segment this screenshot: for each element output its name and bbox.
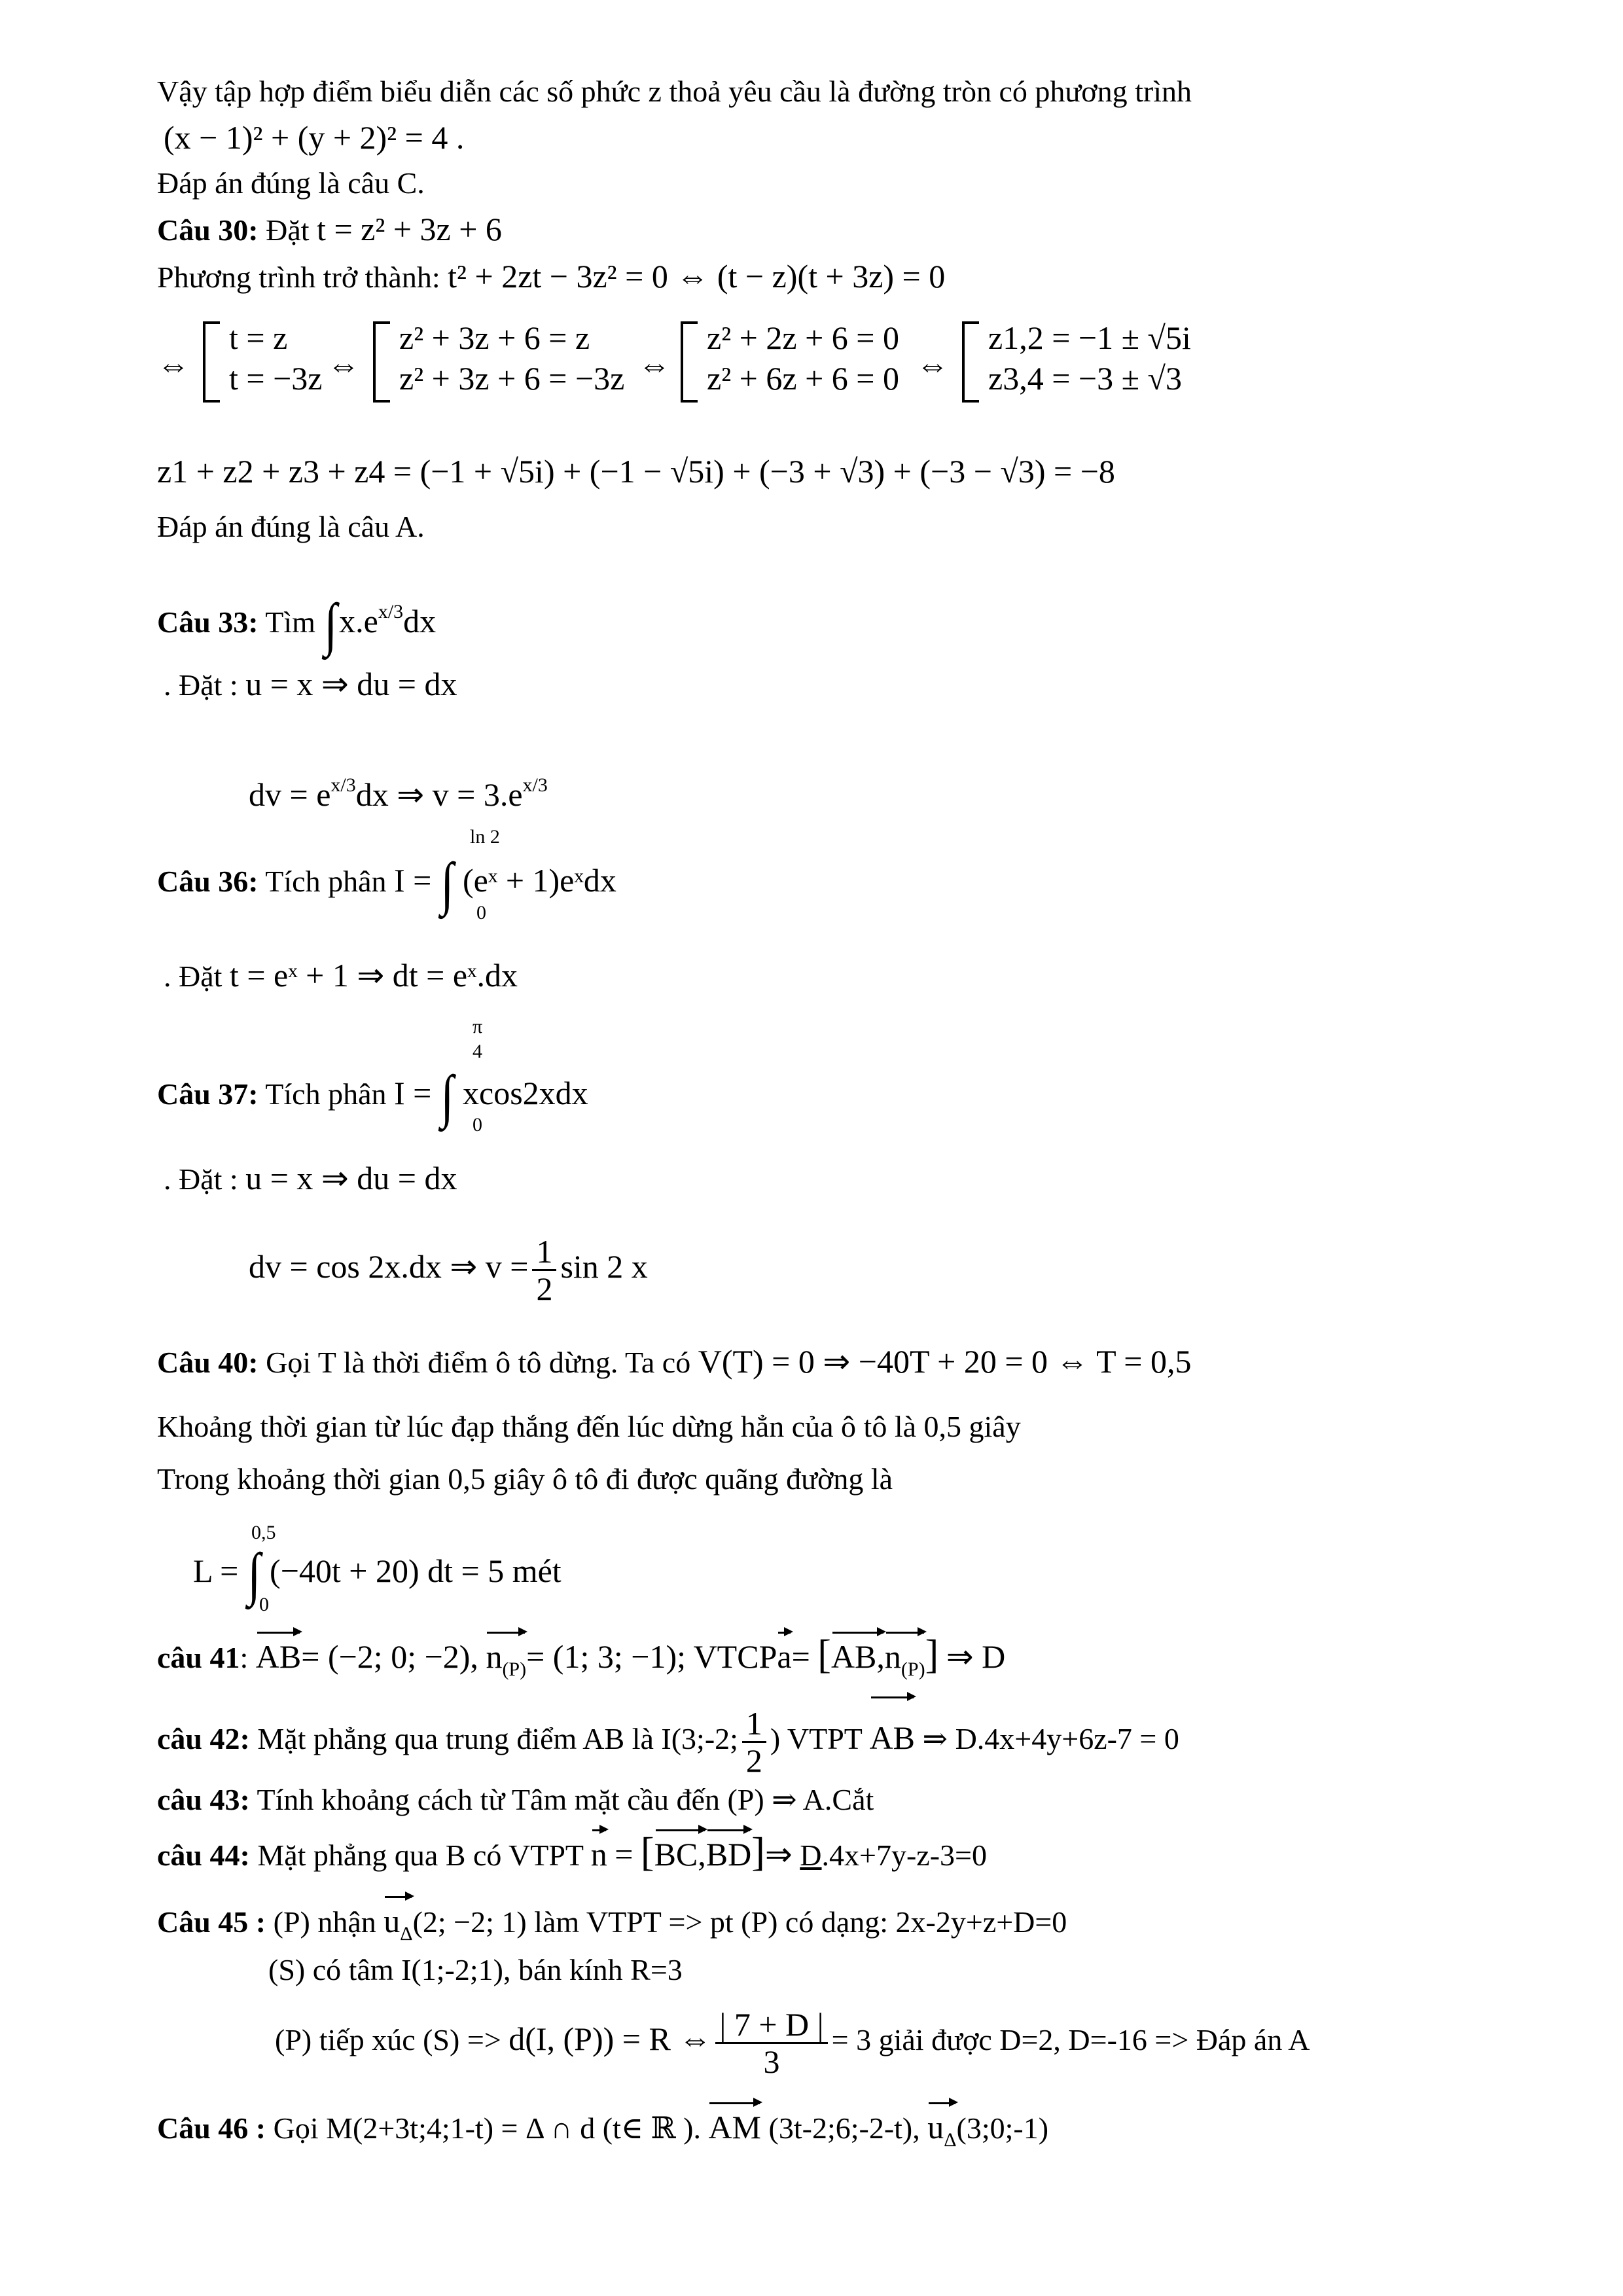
q44-eq: = xyxy=(615,1836,633,1873)
vector-a: a xyxy=(777,1638,792,1675)
equiv-symbol: ⇔ xyxy=(916,346,949,383)
q41-eq2: = (1; 3; −1); VTCP xyxy=(526,1638,777,1675)
q46-text2: (3t-2;6;-2-t), xyxy=(768,2111,920,2145)
q30-system-3 xyxy=(681,317,929,403)
integral-sign: ∫ xyxy=(324,592,338,658)
q40-label: Câu 40: xyxy=(157,1346,259,1379)
vector-bd: BD xyxy=(705,1836,752,1873)
q33-step-label: . Đặt : xyxy=(164,668,238,702)
equiv-symbol: ⇔ xyxy=(157,346,190,383)
q40-integral-line xyxy=(193,1542,562,1607)
integral-sign: ∫ xyxy=(247,1542,261,1607)
bracket-close: ] xyxy=(925,1632,939,1677)
vector-bc: BC, xyxy=(654,1836,706,1873)
q40-line3: Trong khoảng thời gian 0,5 giây ô tô đi được quãng đường là xyxy=(157,1462,893,1496)
q37-line xyxy=(157,1064,588,1130)
system-row: z² + 2z + 6 = 0 xyxy=(707,319,899,356)
q40-lhs: L = xyxy=(193,1552,239,1589)
q30-system-4 xyxy=(962,317,1224,403)
q41-label: câu 41 xyxy=(157,1641,240,1674)
q42-text: Mặt phẳng qua trung điểm AB là I(3;-2; xyxy=(257,1722,738,1755)
q45-line3a: (P) tiếp xúc (S) => xyxy=(275,2023,501,2056)
q37-step1 xyxy=(164,1158,457,1199)
q36-integral: (eˣ + 1)eˣdx xyxy=(463,862,616,899)
vector-u xyxy=(927,2108,956,2160)
q45-line3 xyxy=(275,2003,1310,2079)
system-row: z² + 3z + 6 = z xyxy=(399,319,590,356)
q36-text: Tích phân xyxy=(265,865,387,898)
vector-u-letter: u xyxy=(383,1903,401,1939)
q42-line xyxy=(157,1702,1179,1778)
q33-integrand: x.e xyxy=(339,603,378,639)
vector-u xyxy=(383,1901,412,1954)
q46-label: Câu 46 : xyxy=(157,2111,266,2145)
q40-upper-limit: 0,5 xyxy=(251,1522,276,1543)
q40-text: Gọi T là thời điểm ô tô dừng. Ta có xyxy=(266,1346,691,1379)
vector-u-letter: u xyxy=(927,2109,944,2145)
vector-n-subscript: (P) xyxy=(502,1659,527,1680)
intro-line: Vậy tập hợp điểm biểu diễn các số phức z thoả yêu cầu là đường tròn có phương trình xyxy=(157,75,1192,108)
q46-line xyxy=(157,2108,1048,2160)
q36-line xyxy=(157,852,616,917)
q33-eq1: u = x ⇒ du = dx xyxy=(245,666,457,702)
q41-eq1: = (−2; 0; −2), xyxy=(301,1638,478,1675)
vector-ab: AB xyxy=(870,1702,915,1774)
q44-line xyxy=(157,1830,987,1875)
bracket-close: ] xyxy=(751,1830,765,1874)
system-row: t = −3z xyxy=(229,360,323,397)
q41-line xyxy=(157,1632,1006,1689)
fraction-denominator: 2 xyxy=(536,1270,553,1308)
q36-label: Câu 36: xyxy=(157,865,259,898)
q36-eq: t = eˣ + 1 ⇒ dt = eˣ.dx xyxy=(229,957,518,994)
implies-arrow: ⇒ xyxy=(764,1836,793,1873)
q30-label: Câu 30: xyxy=(157,213,259,247)
q33-line xyxy=(157,592,437,658)
q44-result: .4x+7y-z-3=0 xyxy=(821,1839,987,1872)
q41-eq3: = xyxy=(791,1638,810,1675)
q46-text3: (3;0;-1) xyxy=(956,2111,1049,2145)
q43-text: Tính khoảng cách từ Tâm mặt cầu đến (P) ⇒ A.Cắt xyxy=(257,1783,874,1816)
q37-lhs: I = xyxy=(394,1075,432,1111)
q37-upper-num: π xyxy=(473,1016,483,1037)
q33-dx: dx xyxy=(403,603,437,639)
q30-system-2 xyxy=(373,317,648,403)
system-row: t = z xyxy=(229,319,288,356)
q30-line1 xyxy=(157,209,502,250)
equiv-symbol: ⇔ xyxy=(327,346,360,383)
q37-lower-limit: 0 xyxy=(473,1114,482,1136)
q44-answer-letter: D xyxy=(800,1839,822,1872)
fraction xyxy=(742,1706,766,1778)
fraction-denominator: 2 xyxy=(745,1742,762,1779)
vector-n: n xyxy=(590,1836,607,1873)
q45-line3eq: d(I, (P)) = R ⇔ xyxy=(508,2020,712,2057)
q44-text: Mặt phẳng qua B có VTPT xyxy=(257,1839,584,1872)
q42-label: câu 42: xyxy=(157,1722,250,1755)
q30-answer: Đáp án đúng là câu A. xyxy=(157,510,425,543)
fraction-numerator: 1 xyxy=(742,1706,766,1743)
system-row: z1,2 = −1 ± √5i xyxy=(988,319,1191,356)
q33-exponent: x/3 xyxy=(522,774,548,796)
vector-n xyxy=(885,1637,925,1689)
vector-n-subscript: (P) xyxy=(901,1659,925,1680)
vector-n-letter: n xyxy=(884,1638,901,1675)
q40-eq: V(T) = 0 ⇒ −40T + 20 = 0 ⇔ T = 0,5 xyxy=(698,1343,1192,1380)
q36-lhs: I = xyxy=(394,862,432,899)
q33-eq2b: dx ⇒ v = 3.e xyxy=(355,776,523,813)
q30-line2 xyxy=(157,257,945,297)
q37-label: Câu 37: xyxy=(157,1077,259,1111)
system-row: z² + 6z + 6 = 0 xyxy=(707,360,899,397)
integral-sign: ∫ xyxy=(440,1064,454,1130)
q33-eq2a: dv = e xyxy=(249,776,331,813)
q40-lower-limit: 0 xyxy=(259,1594,269,1615)
vector-ab: AB xyxy=(255,1638,302,1675)
q37-eq2b: sin 2 x xyxy=(560,1248,648,1285)
q45-text1: (P) nhận xyxy=(273,1905,376,1939)
q33-eq2 xyxy=(249,766,548,814)
q37-upper-den: 4 xyxy=(473,1041,482,1062)
q46-text: Gọi M(2+3t;4;1-t) = Δ ∩ d (t∈ ℝ ). xyxy=(273,2111,701,2145)
q37-eq2a: dv = cos 2x.dx ⇒ v = xyxy=(249,1248,529,1285)
q30-sum: z1 + z2 + z3 + z4 = (−1 + √5i) + (−1 − √5i) + (−3 + √3) + (−3 − √3) = −8 xyxy=(157,453,1115,490)
q42-result: ⇒ D.4x+4y+6z-7 = 0 xyxy=(922,1722,1179,1755)
q33-exponent: x/3 xyxy=(378,601,404,622)
q36-step-label: . Đặt xyxy=(164,960,223,993)
q44-label: câu 44: xyxy=(157,1839,250,1872)
fraction xyxy=(532,1234,556,1306)
q36-lower-limit: 0 xyxy=(476,902,486,924)
q37-step-label: . Đặt : xyxy=(164,1162,238,1196)
q36-upper-limit: ln 2 xyxy=(470,826,500,848)
system-row: z² + 3z + 6 = −3z xyxy=(399,360,625,397)
vector-n xyxy=(486,1637,526,1689)
answer-line: Đáp án đúng là câu C. xyxy=(157,166,425,200)
vector-u-subscript: Δ xyxy=(400,1923,413,1945)
q40-integral: (−40t + 20) dt = 5 mét xyxy=(270,1552,562,1589)
q40-line2: Khoảng thời gian từ lúc đạp thắng đến lúc dừng hẳn của ô tô là 0,5 giây xyxy=(157,1410,1021,1443)
q37-text: Tích phân xyxy=(265,1077,387,1111)
vector-am: AM xyxy=(708,2109,762,2145)
integral-sign: ∫ xyxy=(440,852,454,917)
vector-u-subscript: Δ xyxy=(944,2129,957,2151)
bracket-open: [ xyxy=(817,1632,831,1677)
q37-integral: xcos2xdx xyxy=(463,1075,588,1111)
q43-line xyxy=(157,1780,874,1820)
equiv-symbol: ⇔ xyxy=(638,346,671,383)
q42-text2: ) VTPT xyxy=(770,1722,863,1755)
q30-eq1: t = z² + 3z + 6 xyxy=(317,211,502,247)
q36-step xyxy=(164,956,518,996)
q30-text: Đặt xyxy=(266,213,310,247)
q45-line3b: = 3 giải được D=2, D=-16 => Đáp án A xyxy=(831,2023,1310,2056)
fraction-denominator: 3 xyxy=(763,2043,780,2080)
q45-line2: (S) có tâm I(1;-2;1), bán kính R=3 xyxy=(268,1953,683,1986)
system-row: z3,4 = −3 ± √3 xyxy=(988,360,1182,397)
q40-line xyxy=(157,1342,1191,1382)
q43-label: câu 43: xyxy=(157,1783,250,1816)
q37-eq2 xyxy=(249,1230,648,1306)
q30-eq2: t² + 2zt − 3z² = 0 ⇔ (t − z)(t + 3z) = 0 xyxy=(448,258,946,295)
vector-n-letter: n xyxy=(486,1638,503,1675)
circle-equation: (x − 1)² + (y + 2)² = 4 . xyxy=(164,119,465,156)
fraction-numerator: 1 xyxy=(532,1234,556,1271)
q33-exponent: x/3 xyxy=(330,774,356,796)
q41-colon: : xyxy=(240,1641,249,1674)
q30-line2-text: Phương trình trở thành: xyxy=(157,260,440,294)
vector-ab: AB, xyxy=(830,1638,885,1675)
q33-step1 xyxy=(164,664,457,705)
q41-result: ⇒ D xyxy=(946,1638,1006,1675)
q45-line1 xyxy=(157,1901,1067,1954)
q45-label: Câu 45 : xyxy=(157,1905,266,1939)
bracket-open: [ xyxy=(640,1830,654,1874)
q33-text: Tìm xyxy=(265,605,315,639)
q45-text1b: (2; −2; 1) làm VTPT => pt (P) có dạng: 2x-2y+z+D=0 xyxy=(412,1905,1067,1939)
q33-label: Câu 33: xyxy=(157,605,259,639)
fraction-numerator: | 7 + D | xyxy=(715,2007,827,2044)
fraction xyxy=(715,2007,827,2079)
q37-eq1: u = x ⇒ du = dx xyxy=(245,1160,457,1196)
